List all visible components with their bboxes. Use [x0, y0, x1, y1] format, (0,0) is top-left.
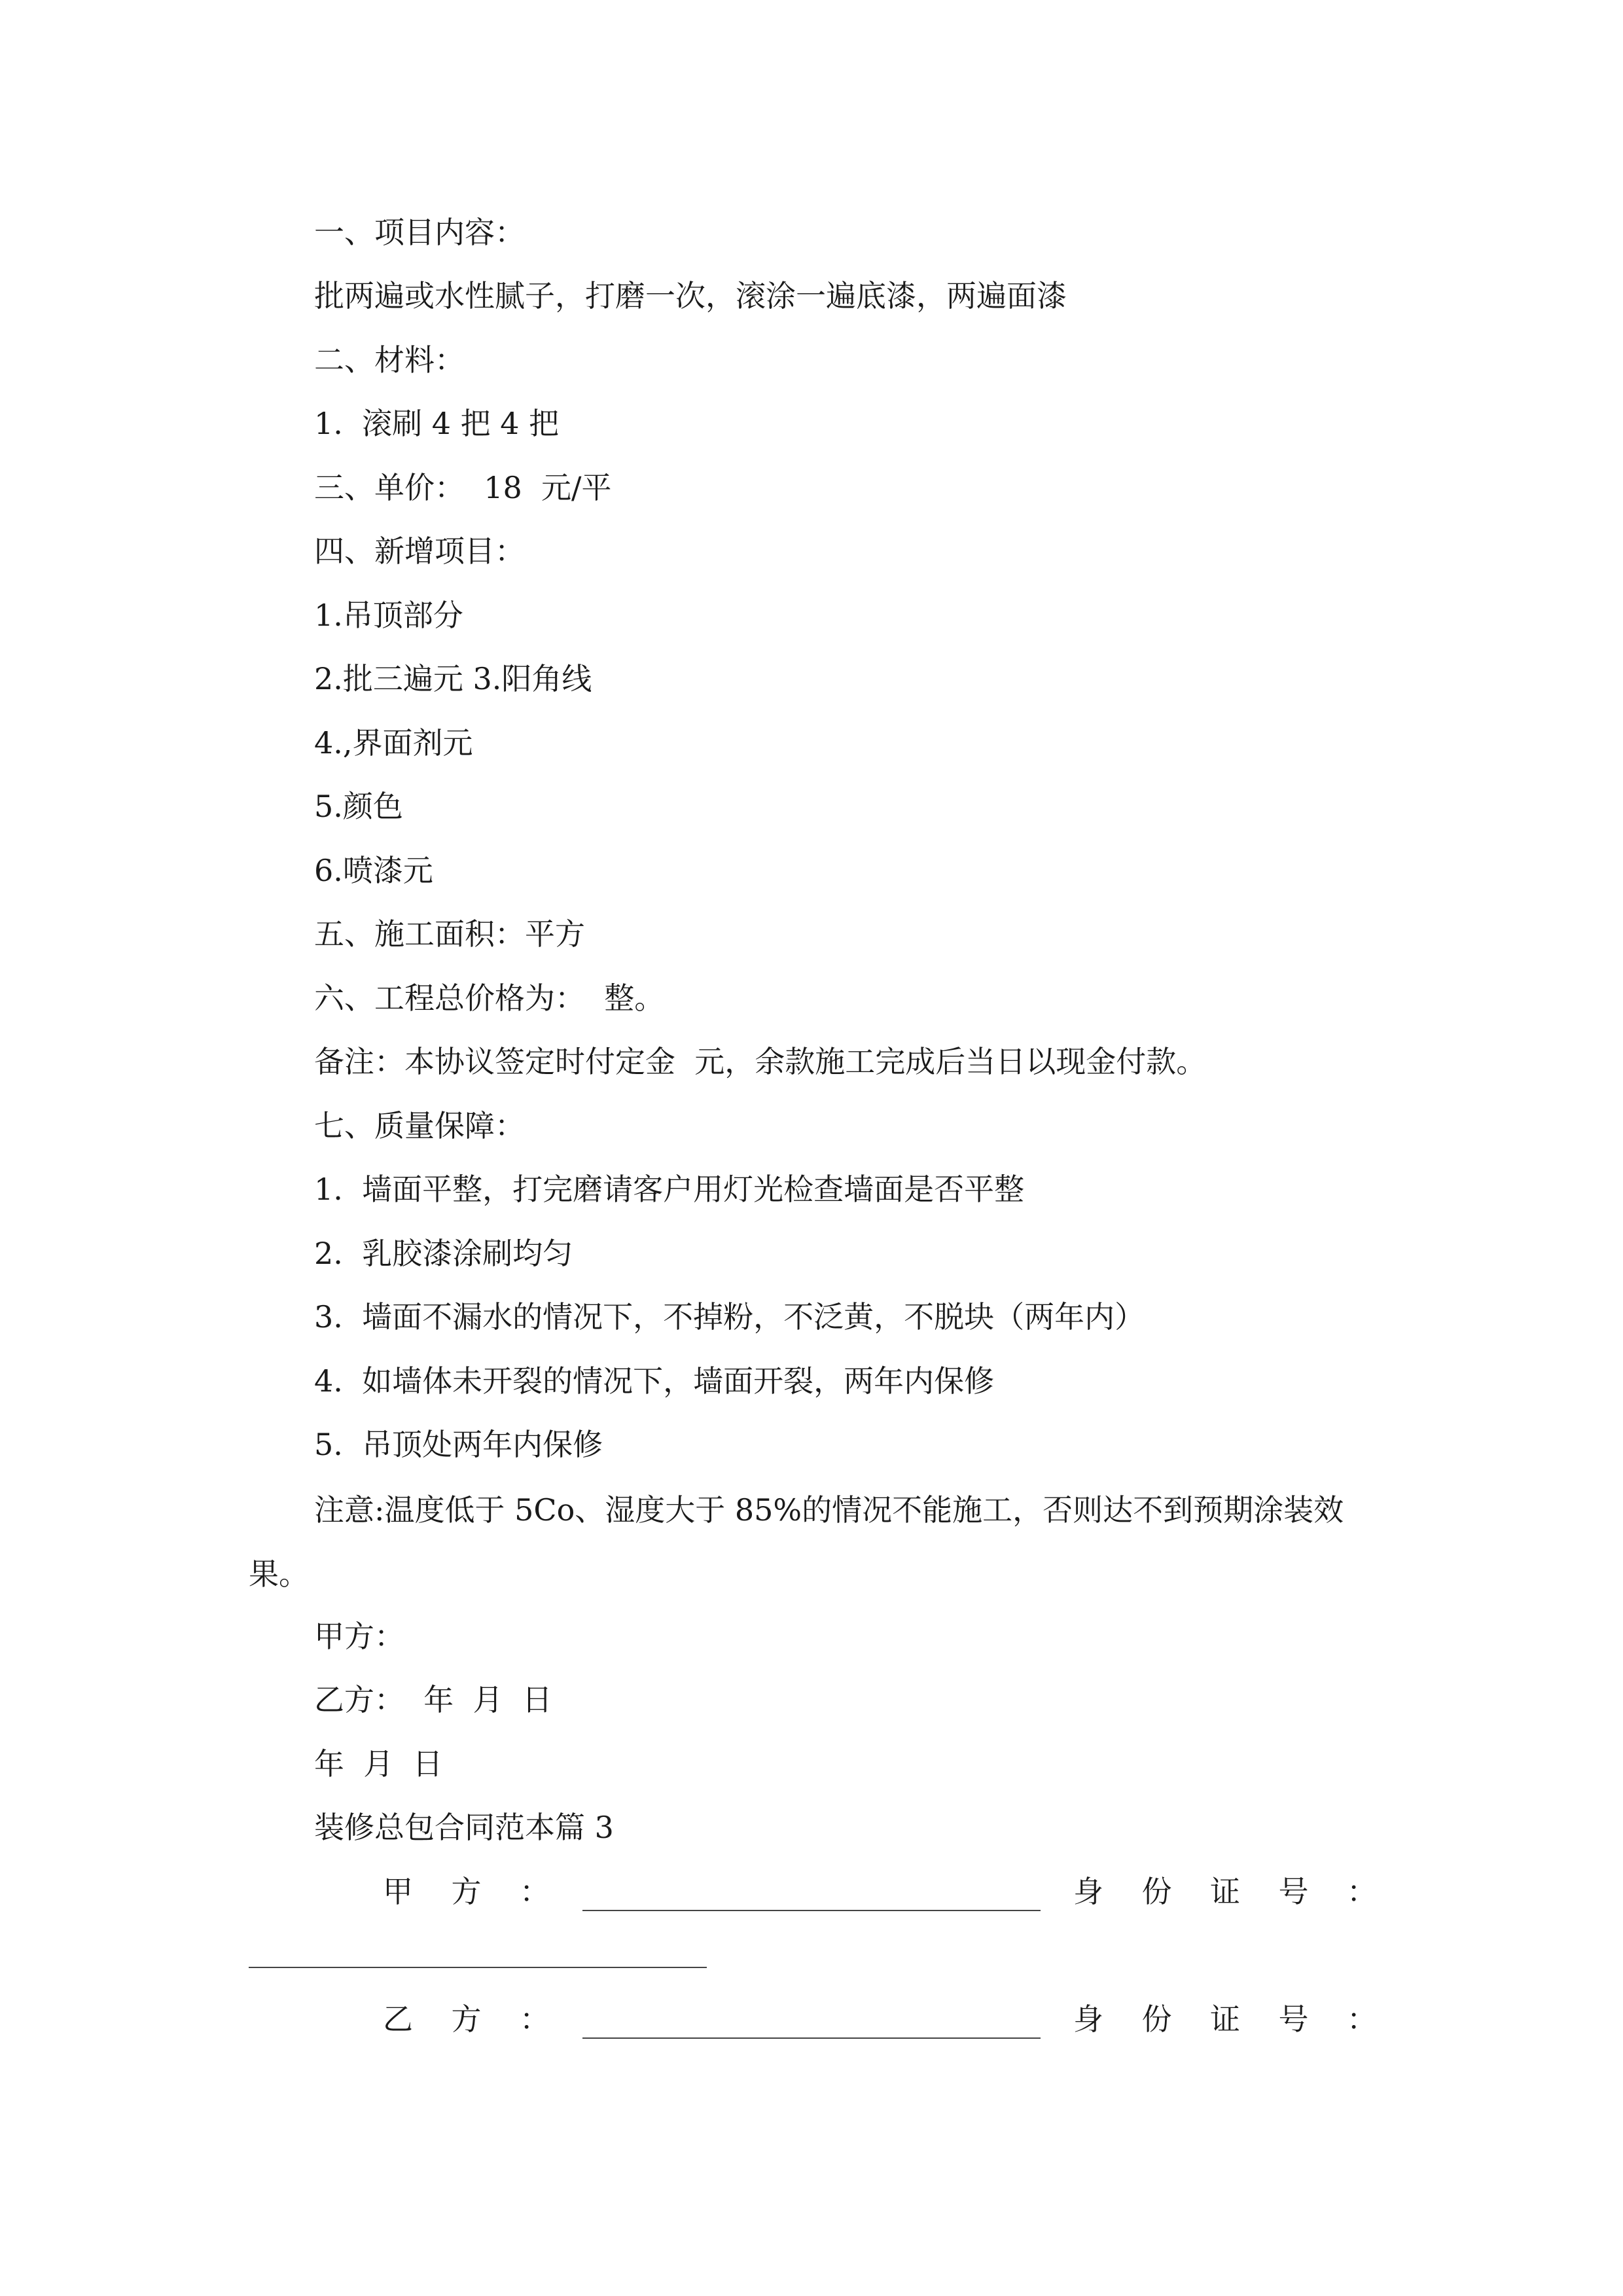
- party-a-signature-row: [0, 1872, 1623, 1911]
- materials-item-1: 1. 滚刷 4 把 4 把: [314, 406, 560, 441]
- party-b-date-line: 乙方： 年 月 日: [314, 1682, 552, 1717]
- project-content-text: 批两遍或水性腻子，打磨一次，滚涂一遍底漆，两遍面漆: [314, 278, 1067, 314]
- section-total-price: 六、工程总价格为： 整。: [314, 980, 665, 1016]
- party-b-signature-row: [0, 2000, 1623, 2039]
- section-quality-heading: 七、质量保障：: [314, 1108, 525, 1143]
- party-b-id-label: 身 份 证 号 ：: [1073, 2001, 1377, 2037]
- contract-template-title: 装修总包合同范本篇 3: [314, 1810, 614, 1845]
- section-materials-heading: 二、材料：: [314, 342, 465, 378]
- quality-item-5: 5. 吊顶处两年内保修: [314, 1427, 603, 1462]
- new-item-5: 5.颜色: [314, 789, 403, 824]
- quality-item-4: 4. 如墙体未开裂的情况下，墙面开裂，两年内保修: [314, 1363, 995, 1399]
- party-b-label: 乙 方 ：: [383, 2001, 550, 2037]
- section-unit-price: 三、单价： 18 元/平: [314, 470, 612, 505]
- new-item-4: 4.,界面剂元: [314, 725, 473, 761]
- remark-deposit: 备注：本协议签定时付定金 元，余款施工完成后当日以现金付款。: [314, 1044, 1207, 1079]
- quality-item-2: 2. 乳胶漆涂刷均匀: [314, 1236, 573, 1271]
- party-a-line: 甲方：: [314, 1619, 404, 1654]
- new-item-1: 1.吊顶部分: [314, 598, 463, 633]
- quality-item-1: 1. 墙面平整，打完磨请客户用灯光检查墙面是否平整: [314, 1172, 1025, 1207]
- new-item-2-3: 2.批三遍元 3.阳角线: [314, 661, 592, 696]
- party-a-label: 甲 方 ：: [383, 1874, 550, 1909]
- quality-item-3: 3. 墙面不漏水的情况下，不掉粉，不泛黄，不脱块（两年内）: [314, 1299, 1145, 1335]
- party-b-name-underline: [582, 2037, 1041, 2039]
- new-item-6: 6.喷漆元: [314, 853, 433, 888]
- party-a-id-label: 身 份 证 号 ：: [1073, 1874, 1377, 1909]
- construction-note: 注意:温度低于 5Co、湿度大于 85%的情况不能施工，否则达不到预期涂装效果。: [249, 1492, 1344, 1592]
- date-line: 年 月 日: [314, 1746, 443, 1782]
- party-a-id-underline: [249, 1967, 707, 1968]
- section-new-items-heading: 四、新增项目：: [314, 533, 525, 569]
- party-a-name-underline: [582, 1910, 1041, 1911]
- section-project-content-heading: 一、项目内容：: [314, 215, 525, 250]
- section-construction-area: 五、施工面积：平方: [314, 916, 585, 952]
